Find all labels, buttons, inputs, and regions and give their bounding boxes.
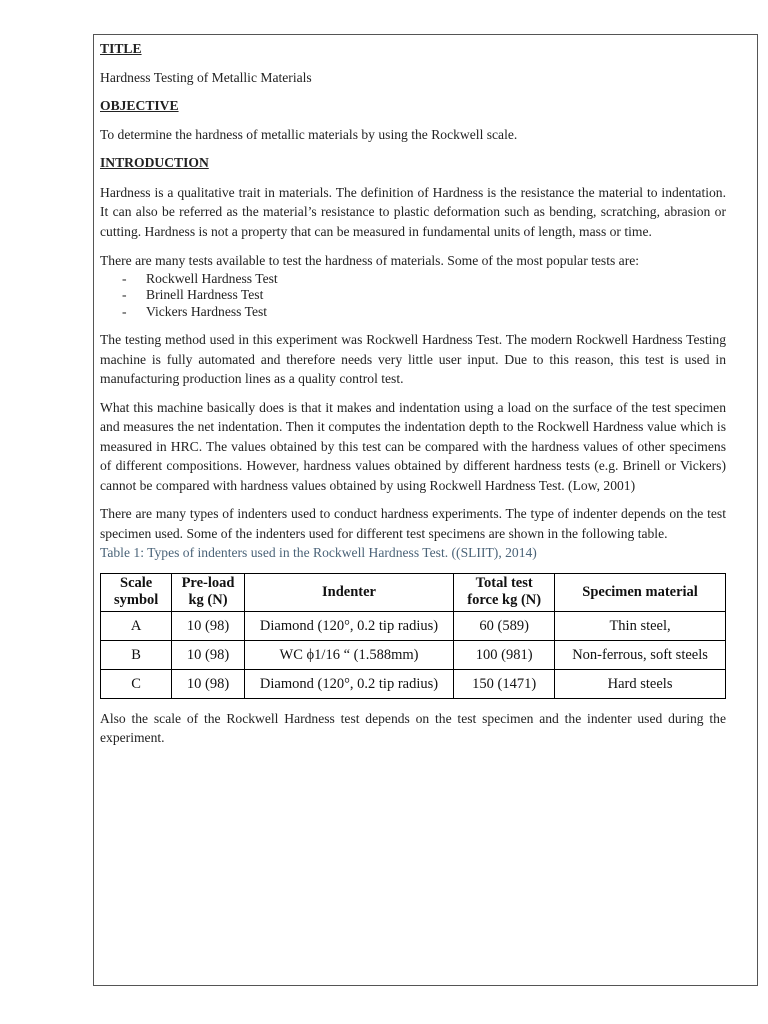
paragraph-scale-dependence: Also the scale of the Rockwell Hardness test depends on the test specimen and the indenter used during the experiment. — [100, 710, 726, 745]
cell-preload: 10 (98) — [172, 611, 245, 640]
document-content — [100, 39, 726, 748]
cell-scale: B — [101, 640, 172, 669]
cell-preload: 10 (98) — [172, 669, 245, 698]
document-page — [93, 34, 758, 986]
title-heading: TITLE — [100, 41, 142, 56]
list-item — [100, 287, 726, 304]
cell-specimen: Hard steels — [555, 669, 726, 698]
table-caption: Table 1: Types of indenters used in the Rockwell Hardness Test. ((SLIIT), 2014) — [100, 545, 537, 560]
header-scale-symbol: Scale symbol — [101, 573, 172, 611]
table-row — [101, 640, 726, 669]
header-total-force: Total test force kg (N) — [454, 573, 555, 611]
list-item — [100, 304, 726, 321]
cell-indenter: Diamond (120°, 0.2 tip radius) — [244, 611, 454, 640]
header-indenter: Indenter — [244, 573, 454, 611]
cell-specimen: Thin steel, — [555, 611, 726, 640]
cell-scale: A — [101, 611, 172, 640]
cell-preload: 10 (98) — [172, 640, 245, 669]
cell-scale: C — [101, 669, 172, 698]
list-bullet: - — [122, 303, 127, 319]
paragraph-machine-function: What this machine basically does is that it makes and indentation using a load on the surface of the test specimen and measures the net indentation. Then it computes the indentation depth to the Rockwell Hardness value which is measured in HRC. The values obtained by this test can be compared with the hardness values of other specimens of different compositions. However, hardness values obtained by different hardness tests (e.g. Brinell or Vickers) cannot be compared with hardness values obtained by using Rockwell Hardness Test. (Low, 2001) — [100, 399, 726, 493]
header-specimen-material: Specimen material — [555, 573, 726, 611]
list-bullet: - — [122, 270, 127, 286]
paragraph-testing-method: The testing method used in this experiment was Rockwell Hardness Test. The modern Rockwell Hardness Testing machine is fully automated and therefore needs very little user input. Due to this reason, this test is used in manufacturing production lines as a quality control test. — [100, 332, 726, 386]
indenter-table — [100, 573, 726, 699]
cell-total-force: 150 (1471) — [454, 669, 555, 698]
paragraph-tests-available: There are many tests available to test the hardness of materials. Some of the most popular tests are: — [100, 253, 640, 268]
cell-indenter: Diamond (120°, 0.2 tip radius) — [244, 669, 454, 698]
header-preload: Pre-load kg (N) — [172, 573, 245, 611]
cell-indenter: WC ϕ1/16 “ (1.588mm) — [244, 640, 454, 669]
cell-specimen: Non-ferrous, soft steels — [555, 640, 726, 669]
table-header-row — [101, 573, 726, 611]
list-item-text: Rockwell Hardness Test — [146, 270, 278, 286]
table-row — [101, 669, 726, 698]
paragraph-hardness-definition: Hardness is a qualitative trait in materials. The definition of Hardness is the resistance the material to indentation. It can also be referred as the material’s resistance to plastic deformation such as bending, scratching, abrasion or cutting. Hardness is not a property that can be measured in fundamental units of length, mass or time. — [100, 184, 726, 239]
cell-total-force: 60 (589) — [454, 611, 555, 640]
paragraph-indenter-types: There are many types of indenters used to conduct hardness experiments. The type of indenter depends on the test specimen used. Some of the indenters used for different test specimens are shown in the following table. — [100, 506, 726, 541]
cell-total-force: 100 (981) — [454, 640, 555, 669]
title-text: Hardness Testing of Metallic Materials — [100, 69, 312, 85]
list-bullet: - — [122, 287, 127, 302]
test-list — [100, 271, 726, 321]
list-item — [100, 271, 726, 288]
list-item-text: Vickers Hardness Test — [146, 303, 268, 319]
list-item-text: Brinell Hardness Test — [146, 287, 264, 302]
objective-heading: OBJECTIVE — [100, 98, 179, 113]
objective-text: To determine the hardness of metallic materials by using the Rockwell scale. — [100, 126, 518, 142]
table-row — [101, 611, 726, 640]
introduction-heading: INTRODUCTION — [100, 155, 209, 170]
